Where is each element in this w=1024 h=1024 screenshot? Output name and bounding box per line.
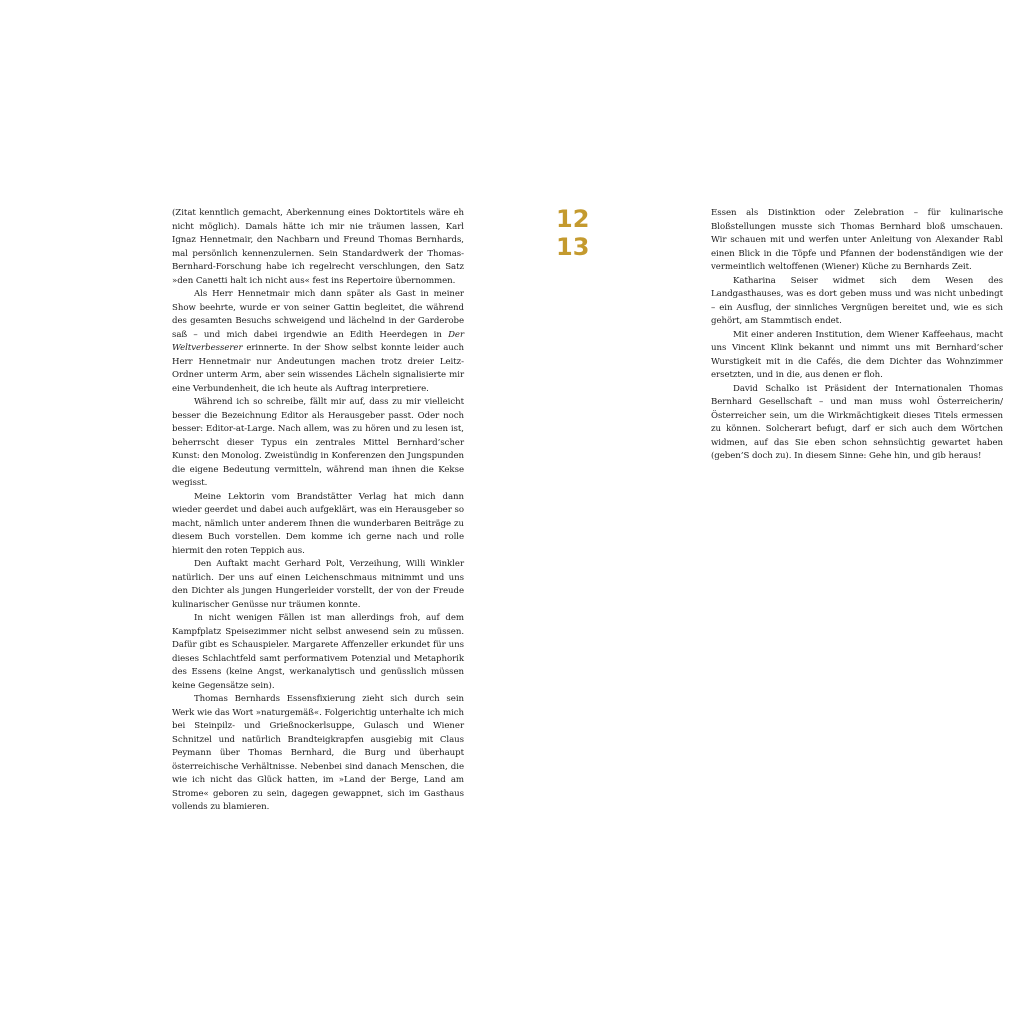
paragraph: [172, 207, 464, 288]
paragraph: [711, 329, 1003, 383]
paragraph-text: Essen als Distinktion oder Zelebration – für kulinarische Bloßstellungen musste sich Thomas Bernhard bloß umschauen. Wir schauen mit und werfen unter Anleitung von Alexander Rabl einen Blick in die Töpfe und Pfannen der bodenständigen wie der vermeintlich weltoffenen (Wiener) Küche zu Bernhards Zeit.: [711, 208, 1003, 272]
paragraph-text: Während ich so schreibe, fällt mir auf, dass zu mir vielleicht besser die Bezeichnung Editor als Herausgeber passt. Oder noch besser: Editor-at-Large. Nach allem, was zu hören und zu lesen ist, beherrscht dieser Typus ein zentrales Mittel Bernhard’scher Kunst: den Monolog. Zweistündig in Konferenzen den Jungspunden die eigene Bedeutung vermitteln, während man ihnen die Kekse wegisst.: [172, 397, 464, 488]
left-page-text: [172, 207, 464, 815]
paragraph-text: David Schalko ist Präsident der Internationalen Thomas Bernhard Gesellschaft – und man muss wohl Österreicherin/Österreicher sein, um die Wirkmächtigkeit dieses Titels ermessen zu können. Solcherart befugt, darf er sich auch dem Wörtchen widmen, auf das Sie eben schon sehnsüchtig gewartet haben (geben’S doch zu). In diesem Sinne: Gehe hin, und gib heraus!: [711, 383, 1003, 461]
paragraph-text: Mit einer anderen Institution, dem Wiener Kaffeehaus, macht uns Vincent Klink bekannt und nimmt uns mit Bernhard’scher Wurstigkeit mit in die Cafés, die dem Dichter das Wohnzimmer ersetzten, und in die, aus denen er floh.: [711, 329, 1003, 380]
paragraph: [711, 383, 1003, 464]
paragraph-text: Den Auftakt macht Gerhard Polt, Verzeihung, Willi Winkler natürlich. Der uns auf einen Leichenschmaus mitnimmt und uns den Dichter als jungen Hungerleider vorstellt, der von der Freude kulinarischer Genüsse nur träumen konnte.: [172, 559, 464, 610]
paragraph-text: In nicht wenigen Fällen ist man allerdings froh, auf dem Kampfplatz Speisezimmer nicht selbst anwesend sein zu müssen. Dafür gibt es Schauspieler. Margarete Affenzeller erkundet für uns dieses Schlachtfeld samt performativem Potenzial und Metaphorik des Essens (keine Angst, werkanalytisch und genüsslich müssen keine Gegensätze sein).: [172, 613, 464, 691]
paragraph-text: Katharina Seiser widmet sich dem Wesen des Landgasthauses, was es dort geben muss und was nicht unbedingt – ein Ausflug, der sinnliches Vergnügen bereitet und, wie es sich gehört, am Stammtisch endet.: [711, 275, 1003, 326]
work-title: Der Weltverbesserer: [172, 329, 464, 353]
paragraph: [711, 275, 1003, 329]
paragraph-text: Meine Lektorin vom Brandstätter Verlag hat mich dann wieder geerdet und dabei auch aufgeklärt, was ein Herausgeber so macht, nämlich unter anderem Ihnen die wunderbaren Beiträge zu diesem Buch vorstellen. Dem komme ich gerne nach und rolle hiermit den roten Teppich aus.: [172, 491, 464, 556]
paragraph: [172, 558, 464, 612]
paragraph-text: (Zitat kenntlich gemacht, Aberkennung eines Doktortitels wäre eh nicht möglich). Damals hätte ich mir nie träumen lassen, Karl Ignaz Hennetmair, den Nachbarn und Freund Thomas Bernhards, mal persönlich kennenzulernen. Sein Standardwerk der Thomas-Bernhard-Forschung habe ich regelrecht verschlungen, den Satz »den Canetti halt ich nicht aus« fest ins Repertoire übernommen.: [172, 208, 464, 286]
page-numbers: [556, 205, 596, 261]
paragraph: [172, 288, 464, 396]
paragraph: [172, 491, 464, 559]
paragraph-text: erinnerte. In der Show selbst konnte leider auch Herr Hennetmair nur Andeutungen machen trotz dreier Leitz-Ordner unterm Arm, aber sein wissendes Lächeln signalisierte mir eine Verbundenheit, die ich heute als Auftrag interpretiere.: [172, 343, 464, 394]
right-page-text: [711, 207, 1003, 464]
paragraph: [711, 207, 1003, 275]
paragraph: [172, 612, 464, 693]
paragraph: [172, 396, 464, 491]
page-number-left: 12: [556, 205, 590, 233]
paragraph: [172, 693, 464, 815]
paragraph-text: Thomas Bernhards Essensfixierung zieht sich durch sein Werk wie das Wort »naturgemäß«. Folgerichtig unterhalte ich mich bei Steinpilz- und Grießnockerlsuppe, Gulasch und Wiener Schnitzel und natürlich Brandteigkrapfen ausgiebig mit Claus Peymann über Thomas Bernhard, die Burg und überhaupt österreichische Verhältnisse. Nebenbei sind danach Menschen, die wie ich nicht das Glück hatten, im »Land der Berge, Land am Strome« geboren zu sein, dagegen gewappnet, sich im Gasthaus vollends zu blamieren.: [172, 694, 464, 812]
paragraph-text: Als Herr Hennetmair mich dann später als Gast in meiner Show beehrte, wurde er von seiner Gattin begleitet, die während des gesamten Besuchs schweigend und lächelnd in der Garderobe saß – und mich dabei irgendwie an Edith Heerdegen in: [172, 289, 464, 340]
page-number-right: 13: [556, 233, 590, 261]
